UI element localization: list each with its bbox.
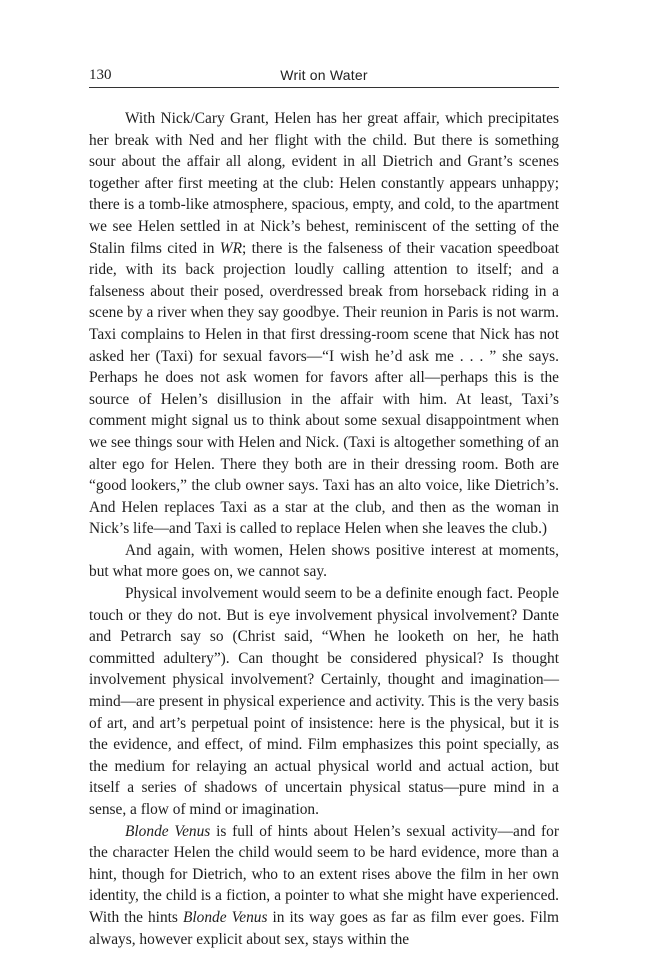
film-title: WR [219, 239, 242, 257]
text-run: And again, with women, Helen shows positive interest at moments, but what more goes on, we cannot say. [89, 541, 559, 581]
paragraph [89, 540, 559, 583]
page-number: 130 [89, 67, 112, 83]
film-title: Blonde Venus [125, 822, 211, 840]
paragraph [89, 821, 559, 951]
paragraph [89, 108, 559, 540]
header-rule [89, 87, 559, 88]
running-head [89, 66, 559, 88]
paragraph [89, 583, 559, 821]
running-title: Writ on Water [280, 67, 368, 83]
text-run: Physical involvement would seem to be a definite enough fact. People touch or they do not. But is eye involvement physical involvement? Dante and Petrarch say so (Christ said, “When he looketh on her, he hath committed adultery”). Can thought be considered physical? Is thought involvement physical involvement? Certainly, thought and imagination—mind—are present in physical experience and activity. This is the very basis of art, and art’s perpetual point of insistence: here is the physical, but it is the evidence, and effect, of mind. Film emphasizes this point specially, as the medium for relaying an actual physical world and actual action, but itself a series of shadows of uncertain physical status—pure mind in a sense, a flow of mind or imagination. [89, 585, 559, 818]
text-run: is full of hints about Helen’s sexual activity—and for the character Helen the child would seem to be hard evidence, more than a hint, though for Dietrich, who to an extent rises above the film in her own identity, the child is a fiction, a pointer to what she might have experienced. With the hints [89, 822, 559, 926]
film-title: Blonde Venus [182, 908, 268, 926]
text-run: in its way goes as far as film ever goes. Film always, however explicit about sex, stays within the [89, 908, 559, 948]
text-run: With Nick/Cary Grant, Helen has her great affair, which precipitates her break with Ned and her flight with the child. But there is something sour about the affair all along, evident in all Dietrich and Grant’s scenes together after first meeting at the club: Helen constantly appears unhappy; there is a tomb-like atmosphere, spacious, empty, and cold, to the apartment we see Helen settled in at Nick’s behest, reminiscent of the setting of the Stalin films cited in [89, 110, 559, 257]
body-text [89, 108, 559, 950]
text-run: ; there is the falseness of their vacation speedboat ride, with its back projection loudly calling attention to itself; and a falseness about their posed, overdressed break from horseback riding in a scene by a river when they say goodbye. Their reunion in Paris is not warm. Taxi complains to Helen in that first dressing-room scene that Nick has not asked her (Taxi) for sexual favors—“I wish he’d ask me . . . ” she says. Perhaps he does not ask women for favors after all—perhaps this is the source of Helen’s disillusion in the affair with him. At least, Taxi’s comment might signal us to think about some sexual disappointment when we see things sour with Helen and Nick. (Taxi is altogether something of an alter ego for Helen. There they both are in their dressing room. Both are “good lookers,” the club owner says. Taxi has an alto voice, like Dietrich’s. And Helen replaces Taxi as a star at the club, and then as the woman in Nick’s life—and Taxi is called to replace Helen when she leaves the club.) [89, 239, 560, 538]
